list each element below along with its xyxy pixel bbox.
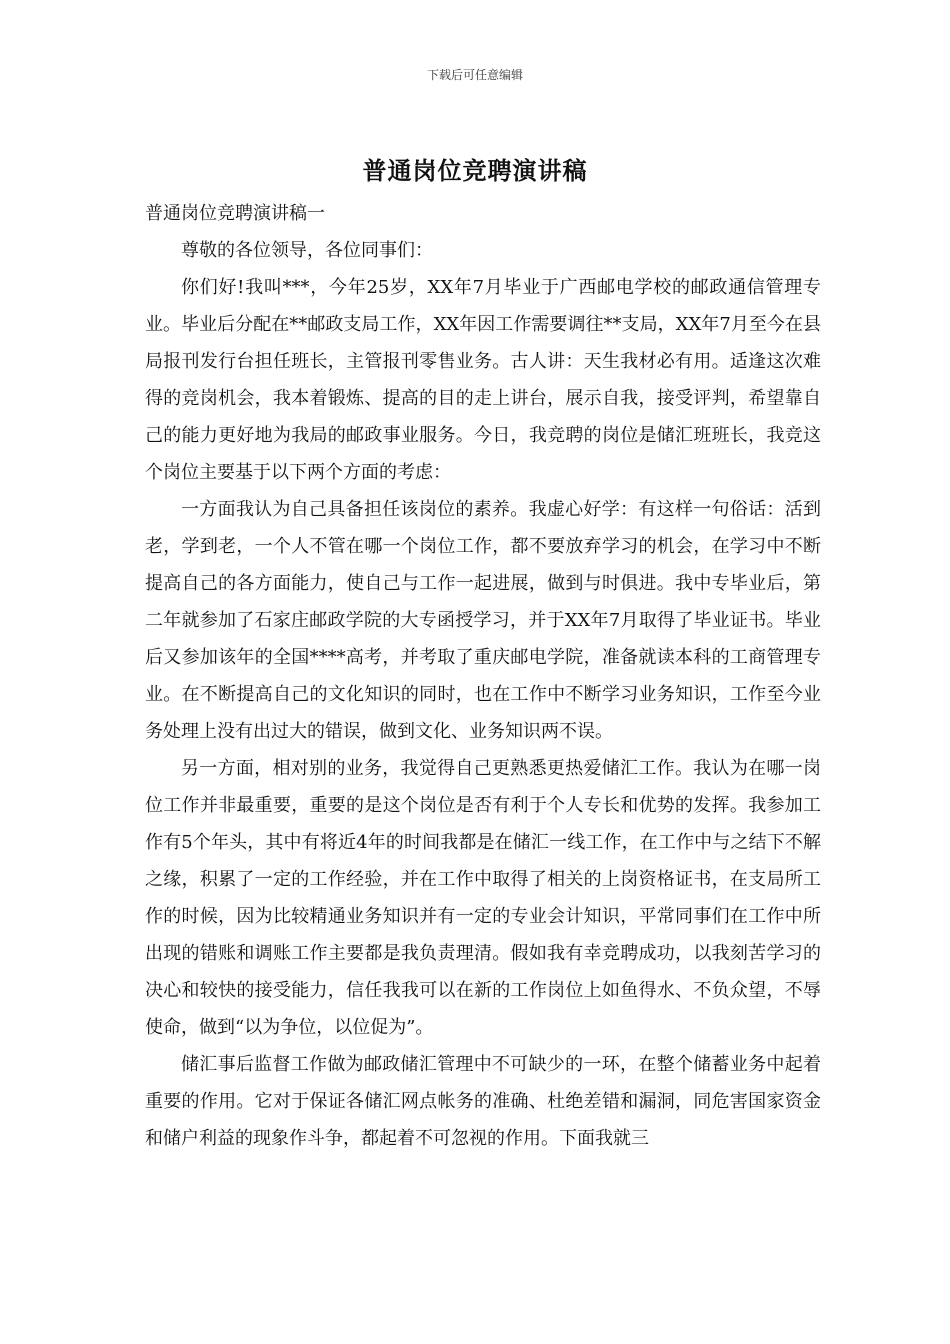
document-body bbox=[145, 195, 821, 1157]
paragraph-experience: 另一方面，相对别的业务，我觉得自己更熟悉更热爱储汇工作。我认为在哪一岗位工作并非最重要，重要的是这个岗位是否有利于个人专长和优势的发挥。我参加工作有5个年头，其中有将近4年的时间我都是在储汇一线工作，在工作中与之结下不解之缘，积累了一定的工作经验，并在工作中取得了相关的上岗资格证书，在支局所工作的时候，因为比较精通业务知识并有一定的专业会计知识，平常同事们在工作中所出现的错账和调账工作主要都是我负责理清。假如我有幸竞聘成功，以我刻苦学习的决心和较快的接受能力，信任我我可以在新的工作岗位上如鱼得水、不负众望，不辱使命，做到“以为争位，以位促为”。 bbox=[145, 758, 821, 1038]
paragraph-qualification: 一方面我认为自己具备担任该岗位的素养。我虚心好学：有这样一句俗话：活到老，学到老，一个人不管在哪一个岗位工作，都不要放弃学习的机会，在学习中不断提高自己的各方面能力，使自己与工作一起进展，做到与时俱进。我中专毕业后，第二年就参加了石家庄邮政学院的大专函授学习，并于XX年7月取得了毕业证书。毕业后又参加该年的全国****高考，并考取了重庆邮电学院，准备就读本科的工商管理专业。在不断提高自己的文化知识的同时，也在工作中不断学习业务知识，工作至今业务处理上没有出过大的错误，做到文化、业务知识两不误。 bbox=[145, 499, 821, 742]
section-subtitle: 普通岗位竞聘演讲稿一 bbox=[145, 203, 325, 224]
paragraph-salutation: 尊敬的各位领导，各位同事们： bbox=[181, 240, 433, 261]
paragraph-supervision: 储汇事后监督工作做为邮政储汇管理中不可缺少的一环，在整个储蓄业务中起着重要的作用。它对于保证各储汇网点帐务的准确、杜绝差错和漏洞，同危害国家资金和储户利益的现象作斗争，都起着不可忽视的作用。下面我就三 bbox=[145, 1054, 821, 1149]
document-title: 普通岗位竞聘演讲稿 bbox=[362, 156, 588, 185]
header-note: 下载后可任意编辑 bbox=[426, 68, 523, 82]
paragraph-introduction: 你们好!我叫***，今年25岁，XX年7月毕业于广西邮电学校的邮政通信管理专业。毕业后分配在**邮政支局工作，XX年因工作需要调往**支局，XX年7月至今在县局报刊发行台担任班长，主管报刊零售业务。古人讲：天生我材必有用。适逢这次难得的竞岗机会，我本着锻炼、提高的目的走上讲台，展示自我，接受评判，希望靠自己的能力更好地为我局的邮政事业服务。今日，我竞聘的岗位是储汇班班长，我竞这个岗位主要基于以下两个方面的考虑： bbox=[145, 277, 821, 483]
